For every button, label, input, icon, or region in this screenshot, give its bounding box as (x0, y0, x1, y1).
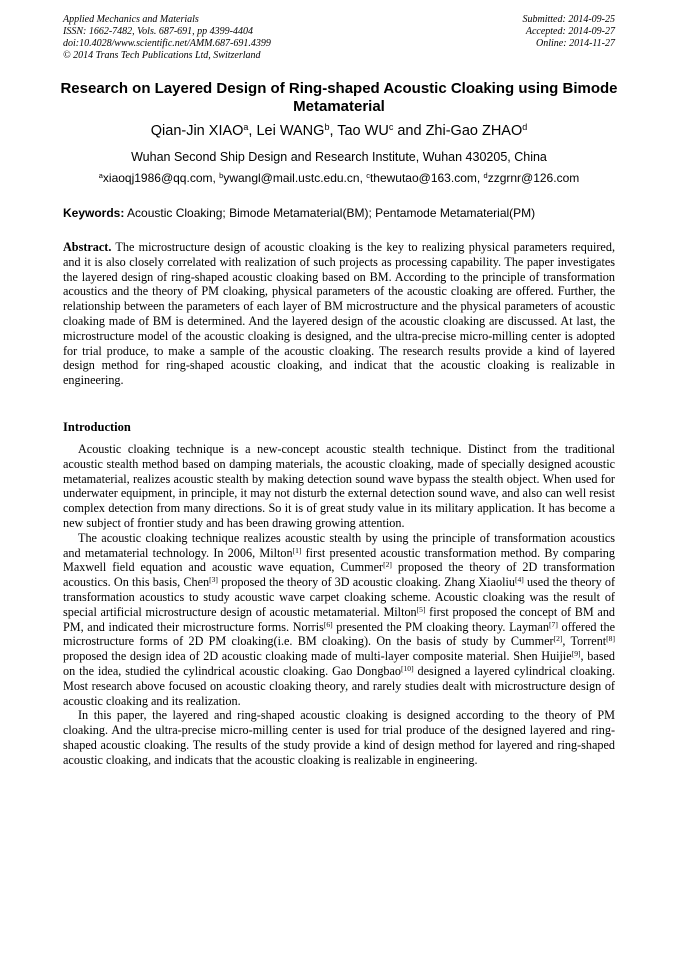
author-name: Qian-Jin XIAO (150, 123, 244, 139)
paper-title: Research on Layered Design of Ring-shaped Acoustic Cloaking using Bimode Metamaterial (60, 80, 618, 115)
citation-ref: [1] (292, 545, 302, 555)
author-separator: , (329, 123, 338, 139)
introduction-body (63, 442, 615, 768)
intro-text: proposed the theory of 3D acoustic cloaking. Zhang Xiaoliu (217, 575, 515, 590)
keywords-label: Keywords: (63, 206, 125, 220)
author-separator: and (393, 123, 426, 139)
intro-text: designed a layered cylindrical cloaking. Most research above focused on acoustic cloaking theory, and rarely studies dealt with microstructure design of acoustic cloaking and its realization. (63, 663, 616, 708)
journal-issn: ISSN: 1662-7482, Vols. 687-691, pp 4399-4404 (63, 26, 253, 37)
intro-text: In this paper, the layered and ring-shaped acoustic cloaking is designed according to the theory of PM cloaking. And the ultra-precise micro-milling center is used for trial produce of the designed layered and ring-shaped acoustic cloaking. The results of the study provide a kind of design method for layered and ring-shaped acoustic cloaking, and indicats that the acoustic cloaking is realizable in engineering. (63, 708, 615, 767)
email-address: zzgrnr@126.com (487, 171, 580, 185)
citation-ref: [10] (401, 663, 414, 673)
email-address: xiaoqj1986@qq.com (102, 171, 213, 185)
keywords-text: Acoustic Cloaking; Bimode Metamaterial(BM); Pentamode Metamaterial(PM) (124, 206, 536, 220)
intro-text: proposed the design idea of 2D acoustic cloaking made of multi-layer composite material. Shen Huijie (63, 649, 572, 664)
email-marker: a (98, 170, 103, 180)
intro-paragraph (63, 531, 615, 709)
intro-text: first proposed the concept of BM and PM, and indicated their microstructure forms. Norris (63, 604, 616, 634)
email-marker: b (219, 170, 224, 180)
citation-ref: [2] (553, 634, 563, 644)
keywords (63, 206, 615, 221)
intro-paragraph (63, 442, 615, 531)
email-marker: c (366, 170, 370, 180)
author-list (40, 122, 638, 140)
date-online: Online: 2014-11-27 (536, 38, 615, 49)
email-marker: d (483, 170, 488, 180)
citation-ref: [6] (323, 619, 333, 629)
section-heading-introduction: Introduction (63, 420, 131, 434)
intro-text: proposed the theory of 2D transformation acoustics. On this basis, Chen (63, 560, 615, 590)
journal-doi: doi:10.4028/www.scientific.net/AMM.687-691.4399 (63, 38, 271, 49)
email-list (30, 170, 648, 186)
author-name: Lei WANG (256, 123, 325, 139)
intro-paragraph (63, 708, 615, 767)
author-name: Zhi-Gao ZHAO (425, 123, 523, 139)
abstract (63, 240, 615, 388)
author-marker: c (388, 122, 394, 133)
citation-ref: [8] (606, 634, 615, 644)
citation-ref: [4] (514, 575, 524, 585)
author-marker: a (243, 122, 249, 133)
citation-ref: [3] (209, 575, 218, 585)
citation-ref: [2] (383, 560, 392, 570)
author-name: Tao WU (337, 123, 389, 139)
journal-name: Applied Mechanics and Materials (63, 14, 199, 25)
intro-text: first presented acoustic transformation method. By comparing Maxwell field equation and acoustic wave equation, Cummer (63, 545, 615, 575)
citation-ref: [9] (571, 649, 581, 658)
publication-dates (523, 14, 616, 50)
intro-text: The acoustic cloaking technique realizes acoustic stealth by using the principle of transformation acoustics and metamaterial technology. In 2006, Milton (63, 530, 615, 560)
journal-info (63, 14, 271, 62)
email-address: ywangl@mail.ustc.edu.cn (223, 171, 360, 185)
abstract-text: The microstructure design of acoustic cloaking is the key to realizing physical parameters required, and it is also closely correlated with realization of such projects as processing capability. The paper investigates the layered design of ring-shaped acoustic cloaking based on BM. According to the principle of transformation acoustics and the theory of PM cloaking, physical parameters of the acoustic cloaking are offered. Further, the relationship between the parameters of each layer of BM microstructure and the physical parameters of acoustic cloaking made of BM is determined. And the layered design of the acoustic cloaking are discussed. At last, the microstructure model of the acoustic cloaking is designed, and the ultra-precise micro-milling center is adopted for trial produce, to make a sample of the acoustic cloaking. The research results provide a kind of layered design method for ring-shaped acoustic cloaking, and indicat that the acoustic cloaking is realizable in engineering. (63, 240, 615, 388)
citation-ref: [5] (416, 604, 426, 614)
date-accepted: Accepted: 2014-09-27 (525, 26, 615, 37)
date-submitted: Submitted: 2014-09-25 (522, 14, 615, 25)
intro-text: used the theory of transformation acoustics to study acoustic wave carpet cloaking scheme. Acoustic cloaking was the result of special artificial microstructure design of acoustic metamaterial. Milton (63, 575, 616, 619)
intro-text: Acoustic cloaking technique is a new-concept acoustic stealth technique. Distinct from the traditional acoustic stealth method based on damping materials, the acoustic cloaking, made of specially designed acoustic metamaterial, realizes acoustic stealth by making detection sound wave bypass the stealth object. When used for underwater equipment, in principle, it may not disturb the external detection sound wave, and also can well resist complex detection from many directions. So it is of great study value in its military application. It has become a new subject of frontier study and has been drawing growing attention. (63, 442, 615, 530)
journal-copyright: © 2014 Trans Tech Publications Ltd, Switzerland (63, 50, 261, 61)
author-marker: d (522, 122, 528, 133)
intro-text: offered the microstructure forms of 2D PM cloaking(i.e. BM cloaking). On the basis of study by Cummer (63, 619, 615, 649)
author-separator: , (248, 123, 257, 139)
affiliation: Wuhan Second Ship Design and Research Institute, Wuhan 430205, China (131, 150, 547, 164)
email-separator: , (359, 171, 367, 185)
intro-text: , Torrent (562, 634, 607, 649)
abstract-label: Abstract. (63, 240, 112, 254)
email-separator: , (212, 171, 220, 185)
email-address: thewutao@163.com (369, 171, 477, 185)
citation-ref: [7] (549, 619, 558, 629)
intro-text: , based on the idea, studied the cylindrical acoustic cloaking. Gao Dongbao (63, 649, 616, 678)
intro-text: presented the PM cloaking theory. Layman (332, 619, 550, 634)
email-separator: , (476, 171, 484, 185)
author-marker: b (324, 122, 330, 133)
